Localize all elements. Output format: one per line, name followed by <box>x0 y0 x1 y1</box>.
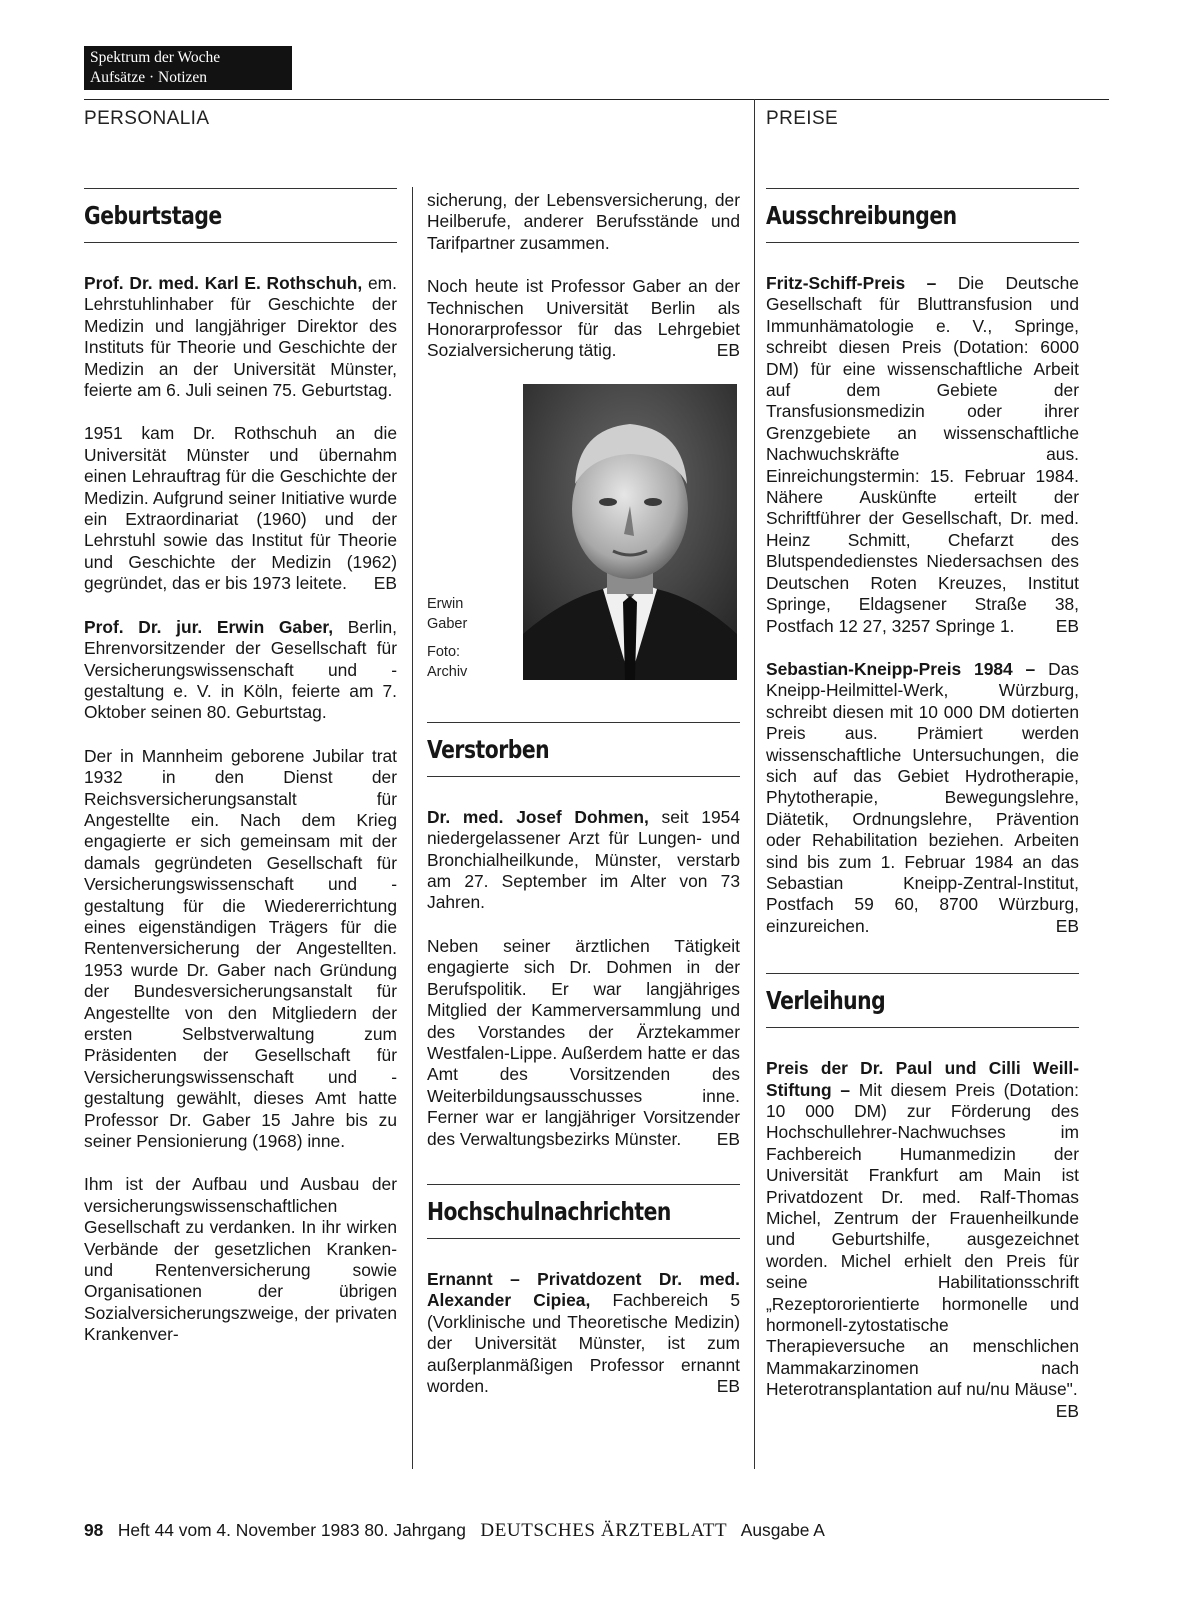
article-weill-stiftung <box>766 1058 1079 1421</box>
article-gaber-2 <box>84 746 397 1153</box>
article-cipiea <box>427 1269 740 1397</box>
article-gaber-3 <box>84 1174 397 1345</box>
text-cipiea: Fachbereich 5 (Vorklinische und Theoretische Medizin) der Universität Münster, ist zum außerplanmäßigen Professor ernannt worden. <box>427 1290 740 1396</box>
text-rothschuh-2: 1951 kam Dr. Rothschuh an die Universität Münster und übernahm einen Lehrauftrag für die Geschichte der Medizin. Aufgrund seiner Initiative wurde ein Extraordinariat (1960) und der Lehrstuhl sowie das Institut für Theorie und Geschichte der Medizin (1962) gegründet, das er bis 1973 leitete. <box>84 423 397 594</box>
text-weill-stiftung: Mit diesem Preis (Dotation: 10 000 DM) zur Förderung des Hochschullehrer-Nachwuchses im Fachbereich Humanmedizin der Universität Frankfurt am Main ist Privatdozent Dr. med. Ralf-Thomas Michel, Zentrum der Frauenheilkunde und Geburtshilfe, ausgezeichnet worden. Michel erhielt den Preis für seine Habilitationsschrift „Rezeptororientierte hormonelle und hormonell-zytostatische Therapieversuche an menschlichen Mammakarzinomen nach Heterotransplantation auf nu/nu Mäuse". <box>766 1079 1079 1400</box>
signature-eb: EB <box>1055 1400 1079 1421</box>
signature-eb: EB <box>716 1375 740 1396</box>
heading-ausschreibungen <box>766 188 1079 243</box>
caption-last-name: Gaber <box>427 615 468 632</box>
signature-eb: EB <box>1055 915 1079 936</box>
photo-caption-name <box>427 594 467 634</box>
masthead-line2: Aufsätze · Notizen <box>90 69 208 86</box>
masthead <box>84 46 292 90</box>
column-personalia-2 <box>427 190 740 1397</box>
text-gaber: Berlin, Ehrenvorsitzender der Gesellschaft für Versicherungswissenschaft und -gestaltung e. V. in Köln, feierte am 7. Oktober seinen 80. Geburtstag. <box>84 616 397 723</box>
page-footer <box>84 1520 825 1542</box>
article-kneipp-preis <box>766 659 1079 937</box>
heading-verstorben-text: Verstorben <box>427 734 550 764</box>
heading-verleihung <box>766 973 1079 1028</box>
text-dohmen: seit 1954 niedergelassener Arzt für Lungen- und Bronchialheilkunde, Münster, verstarb am 27. September im Alter von 73 Jahren. <box>427 806 740 913</box>
text-gaber-4: sicherung, der Lebensversicherung, der Heilberufe, anderer Berufsstände und Tarifpartner zusammen. <box>427 190 740 253</box>
text-rothschuh: em. Lehrstuhlinhaber für Geschichte der Medizin und langjähriger Direktor des Instituts für Theorie und Geschichte der Medizin an der Universität Münster, feierte am 6. Juli seinen 75. Geburtstag. <box>84 273 397 401</box>
heading-geburtstage-text: Geburtstage <box>84 201 222 230</box>
edition-info: Ausgabe A <box>740 1520 825 1540</box>
heading-hochschulnachrichten <box>427 1184 740 1239</box>
heading-ausschreibungen-text: Ausschreibungen <box>766 201 957 230</box>
name-weill-stiftung: Preis der Dr. Paul und Cilli Weill-Stiftung – <box>766 1058 1079 1100</box>
text-dohmen-2: Neben seiner ärztlichen Tätigkeit engagierte sich Dr. Dohmen in der Berufspolitik. Er war langjähriges Mitglied der Kammerversammlung und des Vorstandes der Ärztekammer Westfalen-Lippe. Außerdem hatte er das Amt des Vorsitzenden des Weiterbildungsausschusses inne. Ferner war er langjähriger Vorsitzender des Verwaltungsbezirks Münster. <box>427 935 740 1149</box>
article-dohmen <box>427 807 740 914</box>
column-divider-2 <box>754 99 755 1469</box>
name-dohmen: Dr. med. Josef Dohmen, <box>427 806 649 827</box>
caption-credit-label: Foto: <box>427 643 461 660</box>
signature-eb: EB <box>1055 615 1079 636</box>
section-label-personalia: PERSONALIA <box>84 108 210 129</box>
masthead-line1: Spektrum der Woche <box>90 49 221 66</box>
heading-geburtstage <box>84 188 397 243</box>
section-label-preise: PREISE <box>766 108 839 129</box>
page-number: 98 <box>84 1520 104 1540</box>
text-gaber-2: Der in Mannheim geborene Jubilar trat 1932 in den Dienst der Reichsversicherungsanstalt für Angestellte ein. Nach dem Krieg engagierte er sich gemeinsam mit der damals gegründeten Gesellschaft für Versicherungswissenschaft und -gestaltung für die Wiedererrichtung eines eigenständigen Trägers für die Rentenversicherung der Angestellten. 1953 wurde Dr. Gaber nach Gründung der Bundesversicherungsanstalt für Angestellte von den Mitgliedern der ersten Selbstverwaltung zum Präsidenten der Gesellschaft für Versicherungswissenschaft und -gestaltung gewählt, dieses Amt hatte Professor Dr. Gaber 15 Jahre bis zu seiner Pensionierung (1968) inne. <box>84 745 397 1152</box>
text-gaber-5: Noch heute ist Professor Gaber an der Technischen Universität Berlin als Honorarprofessor für das Lehrgebiet Sozialversicherung tätig. <box>427 276 740 361</box>
issue-info: Heft 44 vom 4. November 1983 80. Jahrgang <box>117 1520 466 1540</box>
signature-eb: EB <box>716 1128 740 1149</box>
name-cipiea: Ernannt – Privatdozent Dr. med. Alexander Cipiea, <box>427 1268 740 1311</box>
text-fritz-schiff-preis: Die Deutsche Gesellschaft für Bluttransfusion und Immunhämatologie e. V., Springe, schreibt diesen Preis (Dotation: 6000 DM) für eine wissenschaftliche Arbeit auf dem Gebiete der Transfusionsmedizin oder ihrer Grenzgebiete an wissenschaftliche Nachwuchskräfte aus. Einreichungstermin: 15. Februar 1984. Nähere Auskünfte erteilt der Schriftführer der Gesellschaft, Dr. med. Heinz Schmitt, Chefarzt des Blutspendedienstes Niedersachsen des Deutschen Roten Kreuzes, Institut Springe, Eldagsener Straße 38, Postfach 12 27, 3257 Springe 1. <box>766 273 1079 636</box>
caption-credit-source: Archiv <box>427 663 468 680</box>
caption-first-name: Erwin <box>427 595 464 612</box>
article-gaber-5 <box>427 276 740 362</box>
column-personalia-1 <box>84 188 397 1346</box>
column-preise <box>766 188 1079 1422</box>
heading-verstorben <box>427 722 740 777</box>
article-fritz-schiff-preis <box>766 273 1079 637</box>
text-gaber-3: Ihm ist der Aufbau und Ausbau der versicherungswissenschaftlichen Gesellschaft zu verdanken. In ihr wirken Verbände der gesetzlichen Kranken- und Rentenversicherung sowie Organisationen der übrigen Sozialversicherungszweige, der privaten Krankenver- <box>84 1174 397 1345</box>
top-rule <box>84 99 1109 100</box>
name-gaber: Prof. Dr. jur. Erwin Gaber, <box>84 616 334 637</box>
text-kneipp-preis: Das Kneipp-Heilmittel-Werk, Würzburg, schreibt diesen mit 10 000 DM dotierten Preis aus. Prämiert werden wissenschaftliche Untersuchungen, die sich auf das Gebiet Hydrotherapie, Phytotherapie, Bewegungslehre, Diätetik, Ordnungslehre, Prävention oder Rehabilitation beziehen. Arbeiten sind bis zum 1. Februar 1984 an das Sebastian Kneipp-Zentral-Institut, Postfach 59 60, 8700 Würzburg, einzureichen. <box>766 658 1079 936</box>
column-divider-1 <box>412 187 413 1469</box>
heading-verleihung-text: Verleihung <box>766 986 886 1016</box>
name-rothschuh: Prof. Dr. med. Karl E. Rothschuh, <box>84 273 363 293</box>
name-fritz-schiff-preis: Fritz-Schiff-Preis – <box>766 273 937 293</box>
heading-hochschulnachrichten-text: Hochschulnachrichten <box>427 1196 671 1226</box>
article-dohmen-2 <box>427 936 740 1150</box>
article-gaber <box>84 617 397 724</box>
portrait-image <box>523 384 737 680</box>
article-rothschuh-2 <box>84 423 397 594</box>
photo-caption-credit <box>427 642 467 682</box>
portrait-photo <box>523 384 737 680</box>
name-kneipp-preis: Sebastian-Kneipp-Preis 1984 – <box>766 658 1036 679</box>
signature-eb: EB <box>373 573 397 594</box>
magazine-name: DEUTSCHES ÄRZTEBLATT <box>480 1520 728 1541</box>
article-rothschuh <box>84 273 397 401</box>
signature-eb: EB <box>716 340 740 361</box>
portrait-figure <box>427 384 740 684</box>
article-gaber-4 <box>427 190 740 254</box>
